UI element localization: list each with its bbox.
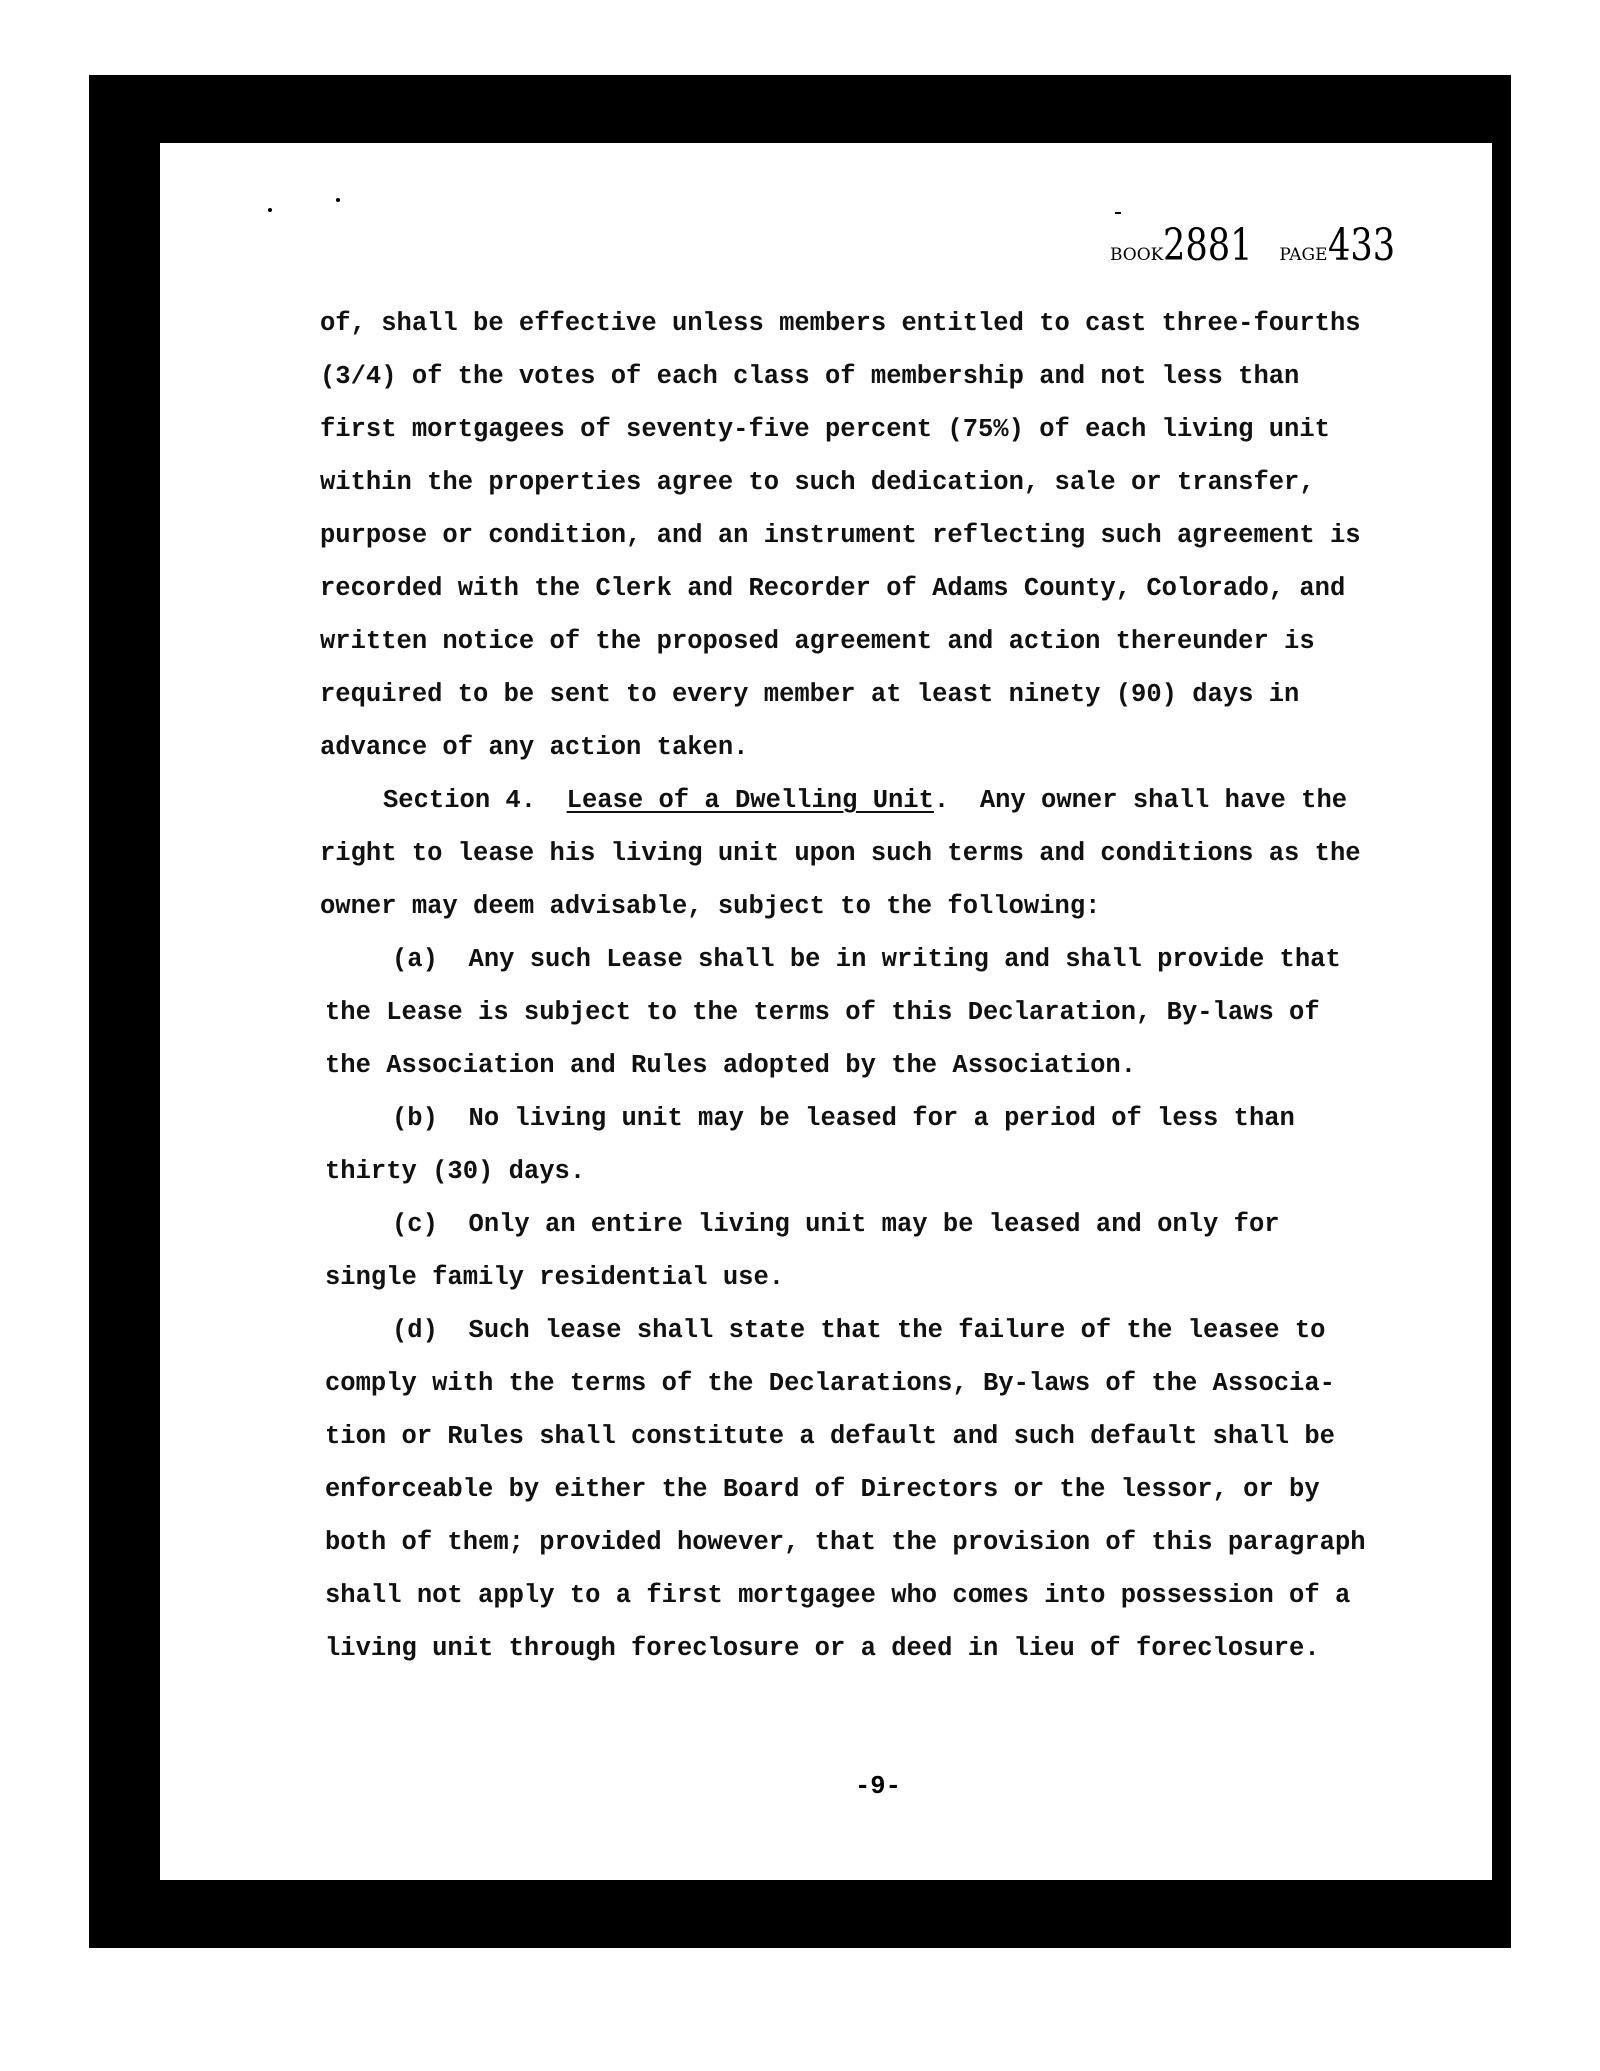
scan-speck <box>268 208 272 212</box>
text-line: (a) Any such Lease shall be in writing and shall provide that <box>392 945 1341 974</box>
text-line: advance of any action taken. <box>320 733 749 762</box>
text-line: single family residential use. <box>325 1263 785 1292</box>
section-title: Lease of a Dwelling Unit <box>566 786 934 815</box>
text-line: owner may deem advisable, subject to the following: <box>320 892 1101 921</box>
text-line: thirty (30) days. <box>325 1157 586 1186</box>
book-page-stamp <box>1110 220 1412 271</box>
text-line: required to be sent to every member at least ninety (90) days in <box>320 680 1300 709</box>
text-line: tion or Rules shall constitute a default and such default shall be <box>325 1422 1335 1451</box>
text-line: within the properties agree to such dedication, sale or transfer, <box>320 468 1315 497</box>
text-line: living unit through foreclosure or a deed in lieu of foreclosure. <box>325 1634 1320 1663</box>
text-line: purpose or condition, and an instrument reflecting such agreement is <box>320 521 1361 550</box>
text-line: the Association and Rules adopted by the Association. <box>325 1051 1137 1080</box>
text-line: right to lease his living unit upon such terms and conditions as the <box>320 839 1361 868</box>
text-line: both of them; provided however, that the provision of this paragraph <box>325 1528 1366 1557</box>
text-line: first mortgagees of seventy-five percent (75%) of each living unit <box>320 415 1330 444</box>
text-line: comply with the terms of the Declarations, By-laws of the Associa- <box>325 1369 1335 1398</box>
text-line: (d) Such lease shall state that the failure of the leasee to <box>392 1316 1326 1345</box>
text-line: of, shall be effective unless members entitled to cast three-fourths <box>320 309 1361 338</box>
scan-speck <box>336 198 340 202</box>
text-line: (3/4) of the votes of each class of membership and not less than <box>320 362 1300 391</box>
section-number: Section 4. <box>383 786 567 815</box>
text-line: written notice of the proposed agreement and action thereunder is <box>320 627 1315 656</box>
book-number: 2881 <box>1163 220 1253 271</box>
scan-speck <box>1115 212 1121 214</box>
text-line: the Lease is subject to the terms of this Declaration, By-laws of <box>325 998 1320 1027</box>
text-line: shall not apply to a first mortgagee who comes into possession of a <box>325 1581 1351 1610</box>
section-text: . Any owner shall have the <box>933 786 1348 815</box>
text-line: (c) Only an entire living unit may be leased and only for <box>392 1210 1280 1239</box>
text-line: (b) No living unit may be leased for a period of less than <box>392 1104 1295 1133</box>
book-label: BOOK <box>1110 245 1164 265</box>
footer-page-number: -9- <box>855 1772 901 1801</box>
text-line: enforceable by either the Board of Directors or the lessor, or by <box>325 1475 1320 1504</box>
text-line: recorded with the Clerk and Recorder of Adams County, Colorado, and <box>320 574 1346 603</box>
text-line <box>383 774 1347 827</box>
page-number-stamp: 433 <box>1327 220 1395 271</box>
page-label: PAGE <box>1279 245 1328 265</box>
